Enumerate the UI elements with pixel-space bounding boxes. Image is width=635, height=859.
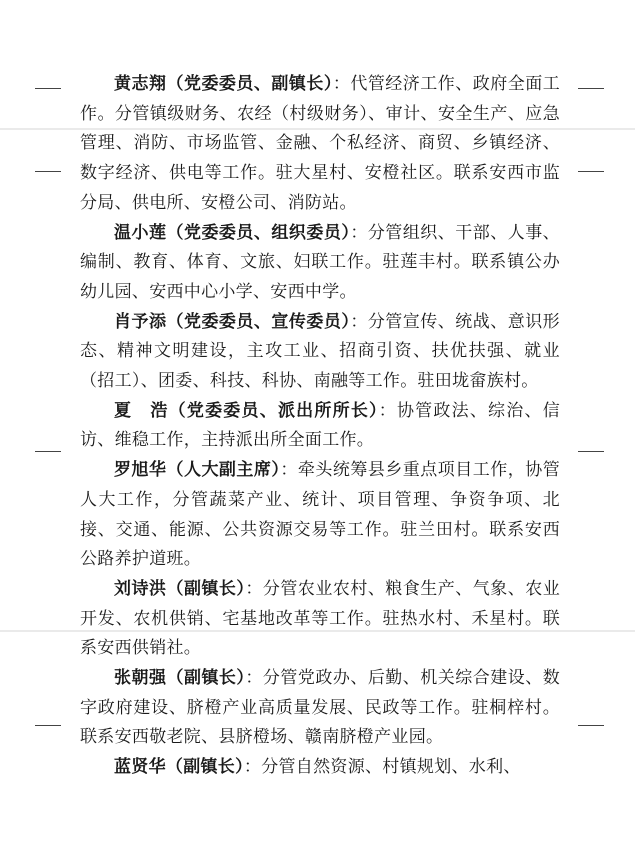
duty-text: ：分管宣传、统战、意识形态、精神文明建设，主攻工业、招商引资、扶优扶强、就业（招工）、团委、科技、科协、南融等工作。驻田垅畲族村。 bbox=[80, 311, 560, 392]
duty-text: ：分管组织、干部、人事、编制、教育、体育、文旅、妇联工作。驻莲丰村。联系镇公办幼儿园、安西中心小学、安西中学。 bbox=[80, 222, 560, 302]
official-role: （党委委员、派出所所长） bbox=[168, 400, 379, 421]
margin-mark bbox=[578, 451, 604, 452]
margin-mark bbox=[35, 171, 61, 172]
official-role: （党委委员、组织委员） bbox=[166, 222, 351, 243]
official-name: 黄志翔 bbox=[114, 74, 167, 94]
official-role: （副镇长） bbox=[165, 757, 244, 778]
margin-mark bbox=[578, 88, 604, 89]
margin-mark bbox=[578, 725, 604, 726]
margin-mark bbox=[35, 725, 61, 726]
margin-mark bbox=[35, 88, 61, 89]
official-role: （副镇长） bbox=[166, 668, 246, 689]
official-name: 肖予添 bbox=[114, 311, 167, 332]
official-name: 温小莲 bbox=[114, 222, 167, 243]
duty-paragraph bbox=[80, 70, 560, 219]
duty-text: ：协管政法、综治、信访、维稳工作，主持派出所全面工作。 bbox=[80, 400, 560, 451]
official-name: 罗旭华 bbox=[114, 460, 167, 481]
official-name: 张朝强 bbox=[114, 668, 167, 689]
margin-mark bbox=[35, 451, 61, 452]
official-role: （党委委员、宣传委员） bbox=[166, 311, 351, 332]
official-name: 刘诗洪 bbox=[114, 578, 167, 599]
duty-paragraph bbox=[80, 456, 560, 575]
duty-text: ：分管党政办、后勤、机关综合建设、数字政府建设、脐橙产业高质量发展、民政等工作。驻桐梓村。联系安西敬老院、县脐橙场、赣南脐橙产业园。 bbox=[80, 668, 560, 748]
duty-paragraph bbox=[80, 664, 560, 753]
official-name: 蓝贤华 bbox=[114, 757, 166, 778]
duty-paragraph bbox=[80, 397, 560, 456]
duty-text: ：分管自然资源、村镇规划、水利、 bbox=[243, 757, 521, 778]
official-role: （党委委员、副镇长） bbox=[166, 74, 333, 94]
margin-mark bbox=[578, 171, 604, 172]
duty-text: ：牵头统筹县乡重点项目工作，协管人大工作，分管蔬菜产业、统计、项目管理、争资争项、北接、交通、能源、公共资源交易等工作。驻兰田村。联系安西公路养护道班。 bbox=[80, 460, 560, 570]
duty-paragraph bbox=[80, 308, 560, 397]
official-name: 夏 浩 bbox=[114, 400, 169, 421]
duty-text: ：分管农业农村、粮食生产、气象、农业开发、农机供销、宅基地改革等工作。驻热水村、禾星村。联系安西供销社。 bbox=[80, 578, 560, 659]
duty-paragraph bbox=[80, 753, 560, 783]
duty-paragraph bbox=[80, 219, 560, 308]
official-role: （副镇长） bbox=[166, 578, 246, 599]
duty-text: ：代管经济工作、政府全面工作。分管镇级财务、农经（村级财务）、审计、安全生产、应急管理、消防、市场监管、金融、个私经济、商贸、乡镇经济、数字经济、供电等工作。驻大星村、安橙社区。联系安西市监分局、供电所、安橙公司、消防站。 bbox=[80, 74, 560, 213]
official-role: （人大副主席） bbox=[166, 460, 281, 481]
duty-paragraph bbox=[80, 575, 560, 664]
document-body bbox=[80, 70, 560, 783]
